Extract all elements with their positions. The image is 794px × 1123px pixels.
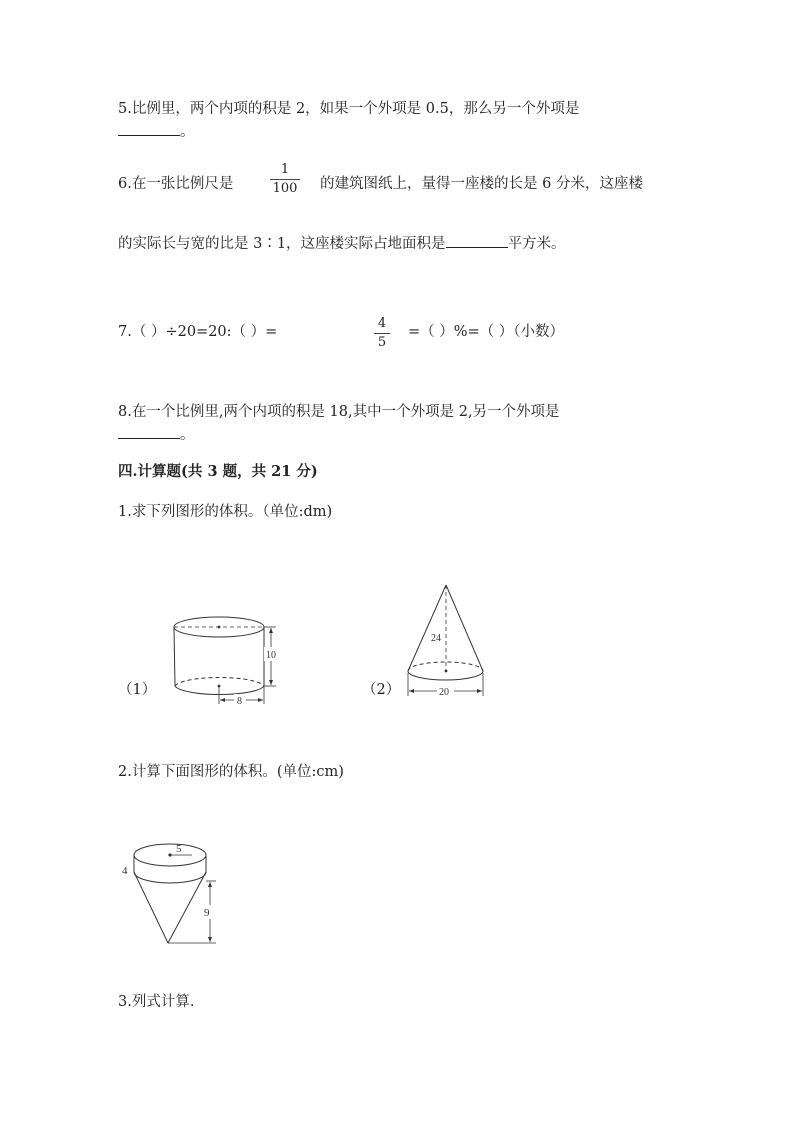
- figure-1-label: （1）: [118, 682, 157, 698]
- radius-label: 5: [176, 843, 182, 855]
- cone-diameter-label: 20: [439, 687, 449, 698]
- cone-height-label: 9: [204, 907, 210, 919]
- calc-1-text: 1.求下列图形的体积。（单位:dm): [118, 504, 333, 520]
- question-7-part1: 7.（ ）÷20=20:（ ）=: [118, 324, 278, 340]
- answer-blank[interactable]: [118, 437, 180, 439]
- question-6-prefix: 6.在一张比例尺是: [118, 176, 234, 192]
- answer-blank[interactable]: [446, 246, 508, 248]
- ratio-fraction: 4 5: [374, 316, 390, 351]
- scale-fraction: 1 100: [270, 162, 300, 197]
- cone-height-label: 24: [431, 633, 441, 644]
- section-heading: 四.计算题(共 3 题，共 21 分): [118, 463, 318, 480]
- cylinder-cone-figure: [112, 825, 222, 950]
- calc-2-text: 2.计算下面图形的体积。(单位:cm): [118, 764, 344, 780]
- cylinder-radius-label: 8: [237, 696, 242, 707]
- calc-3-text: 3.列式计算.: [118, 994, 195, 1010]
- answer-blank[interactable]: [118, 134, 180, 136]
- question-8: 8.在一个比例里,两个内项的积是 18,其中一个外项是 2,另一个外项是: [118, 404, 560, 420]
- cone-figure: [400, 580, 495, 705]
- cylinder-height-label: 10: [266, 650, 276, 661]
- question-6-suffix: 的建筑图纸上，量得一座楼的长是 6 分米，这座楼: [320, 176, 643, 192]
- cylinder-height-label: 4: [122, 865, 128, 877]
- question-5-answer-line: 。: [118, 120, 195, 141]
- question-5: [118, 97, 579, 118]
- question-5-text: 5.比例里，两个内项的积是 2，如果一个外项是 0.5，那么另一个外项是: [118, 101, 580, 117]
- question-8-answer-line: 。: [118, 423, 195, 444]
- figure-2-label: （2）: [362, 682, 401, 698]
- question-6-line2: 的实际长与宽的比是 3∶1，这座楼实际占地面积是 平方米。: [118, 236, 566, 252]
- cylinder-figure: [160, 600, 290, 715]
- question-7-part2: =（ ）%=（ ）（小数）: [408, 324, 565, 340]
